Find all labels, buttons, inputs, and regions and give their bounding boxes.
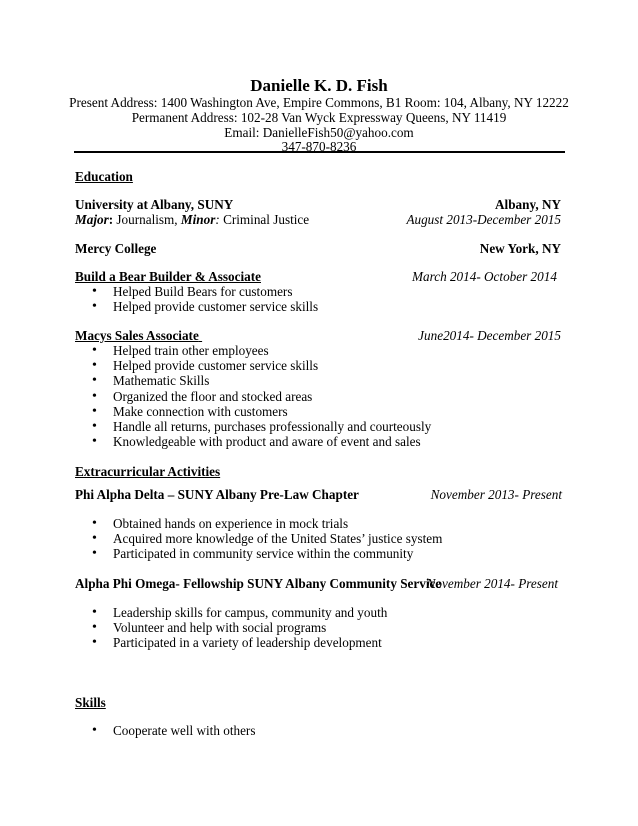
list-item: • Handle all returns, purchases professionally and courteously bbox=[0, 419, 431, 434]
minor-value: Criminal Justice bbox=[223, 212, 310, 227]
job-dates: June2014- December 2015 bbox=[418, 328, 561, 343]
list-item: • Helped provide customer service skills bbox=[0, 299, 318, 314]
school-dates: August 2013-December 2015 bbox=[406, 212, 561, 227]
job-title bbox=[75, 328, 202, 343]
extracurricular-heading: Extracurricular Activities bbox=[75, 464, 221, 479]
list-item: • Mathematic Skills bbox=[0, 373, 431, 388]
job-title-text: Macys Sales Associate bbox=[75, 328, 199, 343]
skills-heading: Skills bbox=[75, 695, 106, 710]
job-bullet-list bbox=[0, 343, 431, 449]
org-name: Alpha Phi Omega- Fellowship SUNY Albany Community Service bbox=[75, 576, 442, 591]
school-location: Albany, NY bbox=[495, 197, 561, 212]
resume-name: Danielle K. D. Fish bbox=[250, 76, 388, 95]
list-item: • Helped train other employees bbox=[0, 343, 431, 358]
phone: 347-870-8236 bbox=[281, 139, 357, 154]
minor-separator: : bbox=[215, 212, 224, 227]
list-item: • Make connection with customers bbox=[0, 404, 431, 419]
job-dates: March 2014- October 2014 bbox=[412, 269, 557, 284]
minor-label: Minor bbox=[180, 212, 216, 227]
education-heading: Education bbox=[75, 169, 133, 184]
skills-bullet-list bbox=[0, 723, 255, 738]
list-item: • Helped provide customer service skills bbox=[0, 358, 431, 373]
list-item: • Obtained hands on experience in mock trials bbox=[0, 516, 442, 531]
job-title: Build a Bear Builder & Associate bbox=[75, 269, 261, 284]
school-name: Mercy College bbox=[75, 241, 157, 256]
major-label: Major bbox=[75, 212, 109, 227]
list-item: • Cooperate well with others bbox=[0, 723, 255, 738]
header-divider bbox=[74, 151, 565, 153]
major-separator: : bbox=[108, 212, 117, 227]
list-item: • Acquired more knowledge of the United States’ justice system bbox=[0, 531, 442, 546]
list-item: • Leadership skills for campus, community and youth bbox=[0, 605, 387, 620]
permanent-address: Permanent Address: 102-28 Van Wyck Expressway Queens, NY 11419 bbox=[131, 110, 507, 125]
org-bullet-list bbox=[0, 516, 442, 562]
org-bullet-list bbox=[0, 605, 387, 651]
major-value: Journalism, bbox=[116, 212, 181, 227]
list-item: • Participated in community service within the community bbox=[0, 546, 442, 561]
org-name: Phi Alpha Delta – SUNY Albany Pre-Law Chapter bbox=[75, 487, 359, 502]
email: Email: DanielleFish50@yahoo.com bbox=[224, 125, 414, 140]
list-item: • Helped Build Bears for customers bbox=[0, 284, 318, 299]
job-bullet-list bbox=[0, 284, 318, 314]
org-dates: November 2013- Present bbox=[430, 487, 562, 502]
present-address: Present Address: 1400 Washington Ave, Empire Commons, B1 Room: 104, Albany, NY 12222 bbox=[69, 95, 569, 110]
list-item: • Knowledgeable with product and aware of event and sales bbox=[0, 434, 431, 449]
school-location: New York, NY bbox=[479, 241, 561, 256]
school-name: University at Albany, SUNY bbox=[75, 197, 234, 212]
list-item: • Volunteer and help with social programs bbox=[0, 620, 387, 635]
list-item: • Participated in a variety of leadership development bbox=[0, 635, 387, 650]
major-minor-line bbox=[75, 212, 309, 227]
org-dates: November 2014- Present bbox=[426, 576, 558, 591]
list-item: • Organized the floor and stocked areas bbox=[0, 389, 431, 404]
